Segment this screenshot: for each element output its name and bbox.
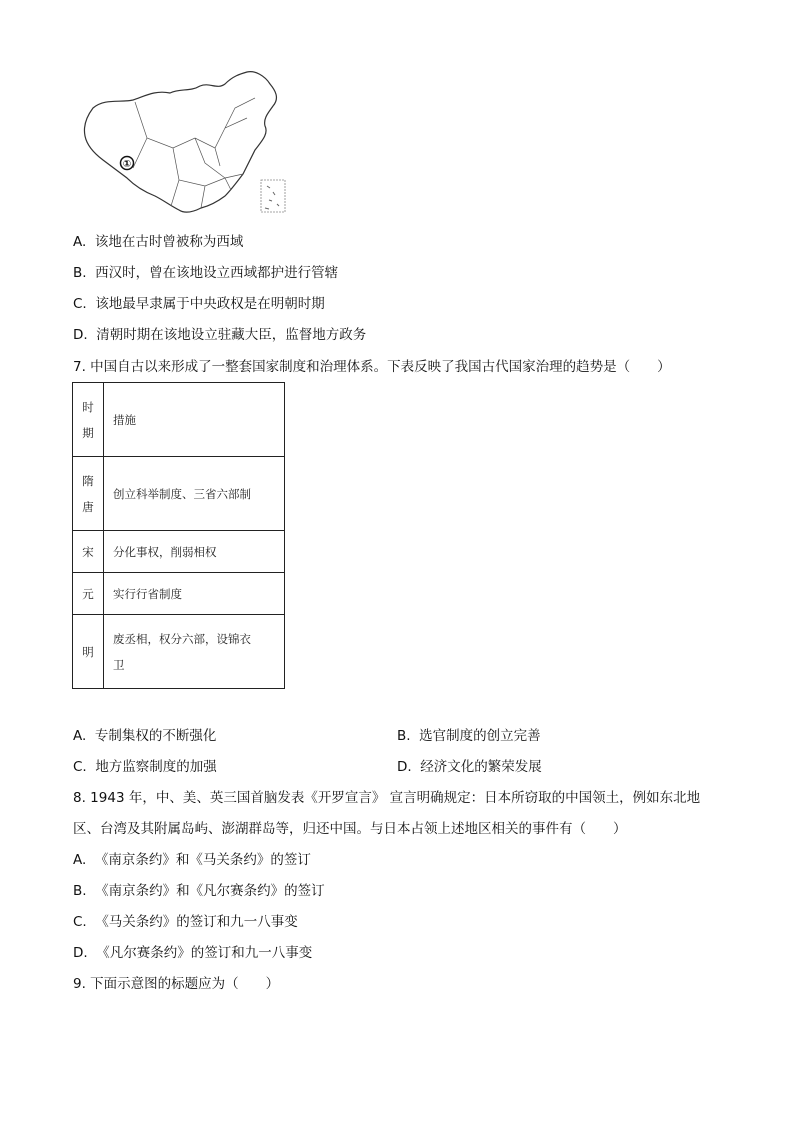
q7-option-d[interactable]: D. 经济文化的繁荣发展 — [397, 759, 542, 775]
q8-option-d[interactable]: D. 《凡尔赛条约》的签订和九一八事变 — [73, 945, 313, 961]
q6-option-a[interactable]: A. 该地在古时曾被称为西域 — [73, 234, 244, 250]
q7-option-b[interactable]: B. 选官制度的创立完善 — [397, 728, 541, 744]
q8-option-a[interactable]: A. 《南京条约》和《马关条约》的签订 — [73, 852, 311, 868]
table-row — [73, 615, 285, 689]
table-header-row — [73, 383, 285, 457]
province-borders — [133, 98, 255, 208]
map-marker-label: ① — [122, 159, 132, 170]
q8-option-c[interactable]: C. 《马关条约》的签订和九一八事变 — [73, 914, 298, 930]
period-cell: 宋 — [73, 531, 104, 573]
q7-option-a[interactable]: A. 专制集权的不断强化 — [73, 728, 217, 744]
q8-stem-line2: 区、台湾及其附属岛屿、澎湖群岛等，归还中国。与日本占领上述地区相关的事件有（ ） — [73, 821, 627, 837]
measure-cell: 创立科举制度、三省六部制 — [104, 457, 285, 531]
q7-option-c[interactable]: C. 地方监察制度的加强 — [73, 759, 217, 775]
q6-option-d[interactable]: D. 清朝时期在该地设立驻藏大臣，监督地方政务 — [73, 327, 367, 343]
measure-cell: 实行行省制度 — [104, 573, 285, 615]
period-cell: 隋 唐 — [73, 457, 104, 531]
header-measure: 措施 — [104, 383, 285, 457]
q6-option-c[interactable]: C. 该地最早隶属于中央政权是在明朝时期 — [73, 296, 325, 312]
period-cell: 元 — [73, 573, 104, 615]
q8-stem-line1: 8. 1943 年，中、美、英三国首脑发表《开罗宣言》 宣言明确规定：日本所窃取的中国领土，例如东北地 — [73, 790, 701, 806]
china-map — [75, 68, 290, 218]
table-row — [73, 573, 285, 615]
q7-stem: 7. 中国自古以来形成了一整套国家制度和治理体系。下表反映了我国古代国家治理的趋势是（ ） — [73, 359, 671, 375]
q9-stem: 9. 下面示意图的标题应为（ ） — [73, 976, 280, 992]
table-row — [73, 457, 285, 531]
measure-cell: 废丞相，权分六部，设锦衣 卫 — [104, 615, 285, 689]
south-sea-inset — [261, 180, 285, 212]
q8-option-b[interactable]: B. 《南京条约》和《凡尔赛条约》的签订 — [73, 883, 325, 899]
header-period: 时 期 — [73, 383, 104, 457]
measure-cell: 分化事权，削弱相权 — [104, 531, 285, 573]
china-outline — [84, 72, 276, 213]
period-cell: 明 — [73, 615, 104, 689]
q6-option-b[interactable]: B. 西汉时，曾在该地设立西域都护进行管辖 — [73, 265, 339, 281]
table-row — [73, 531, 285, 573]
governance-table — [72, 382, 285, 689]
